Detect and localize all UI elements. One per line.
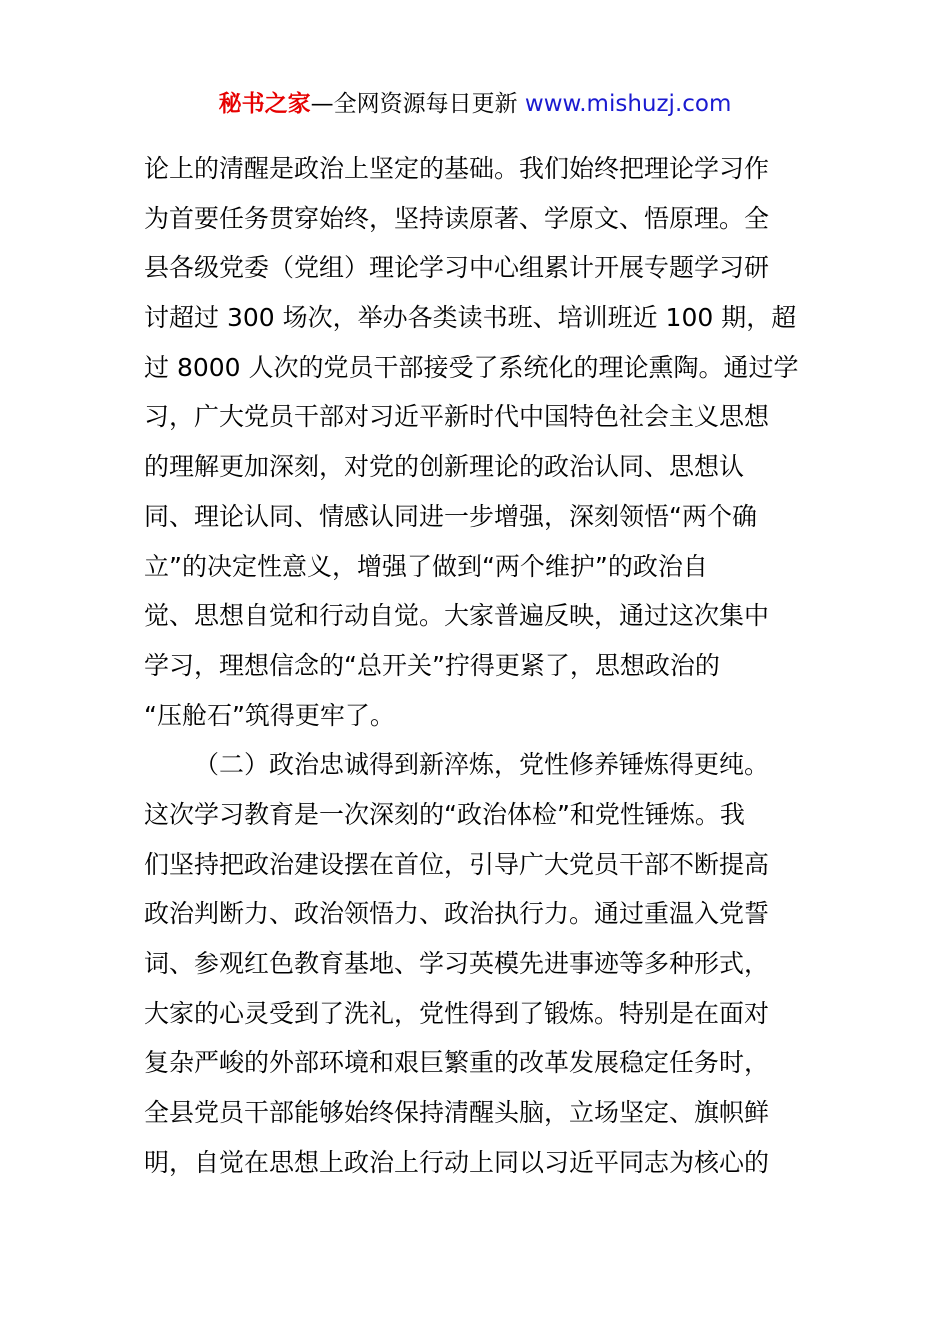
text-line: 论上的清醒是政治上坚定的基础。我们始终把理论学习作 [144,154,770,183]
text-line: 大家的心灵受到了洗礼，党性得到了锻炼。特别是在面对 [144,998,770,1028]
text-line: 同、理论认同、情感认同进一步增强，深刻领悟“两个确 [144,501,757,531]
text-line: 立”的决定性意义，增强了做到“两个维护”的政治自 [144,551,708,581]
site-url-link[interactable]: www.mishuzj.com [524,91,732,117]
text-line: 词、参观红色教育基地、学习英模先进事迹等多种形式， [144,949,770,978]
text-line: 为首要任务贯穿始终，坚持读原著、学原文、悟原理。全 [144,203,770,233]
text-line: 觉、思想自觉和行动自觉。大家普遍反映，通过这次集中 [144,601,770,631]
text-line: 们坚持把政治建设摆在首位，引导广大党员干部不断提高 [144,849,770,879]
text-line: 县各级党委（党组）理论学习中心组累计开展专题学习研 [144,253,770,283]
text-line: 的理解更加深刻，对党的创新理论的政治认同、思想认 [144,452,745,482]
text-line: 明，自觉在思想上政治上行动上同以习近平同志为核心的 [144,1147,770,1177]
document-body [144,144,814,1187]
text-line: “压舱石”筑得更牢了。 [144,700,395,730]
text-line: 习，广大党员干部对习近平新时代中国特色社会主义思想 [144,402,770,432]
site-brand: 秘书之家 [218,91,311,117]
text-line: 过 8000 人次的党员干部接受了系统化的理论熏陶。通过学 [144,352,799,382]
text-line: 复杂严峻的外部环境和艰巨繁重的改革发展稳定任务时， [144,1048,770,1078]
text-line: 学习，理想信念的“总开关”拧得更紧了，思想政治的 [144,650,720,680]
site-tagline: —全网资源每日更新 [310,91,525,117]
text-line: 讨超过 300 场次，举办各类读书班、培训班近 100 期，超 [144,303,797,333]
text-line: 这次学习教育是一次深刻的“政治体检”和党性锤炼。我 [144,799,745,829]
text-line: 政治判断力、政治领悟力、政治执行力。通过重温入党誓 [144,899,770,929]
site-header [0,88,950,120]
text-line: 全县党员干部能够始终保持清醒头脑，立场坚定、旗帜鲜 [144,1098,770,1128]
section-heading: （二）政治忠诚得到新淬炼，党性修养锤炼得更纯。 [194,750,770,780]
